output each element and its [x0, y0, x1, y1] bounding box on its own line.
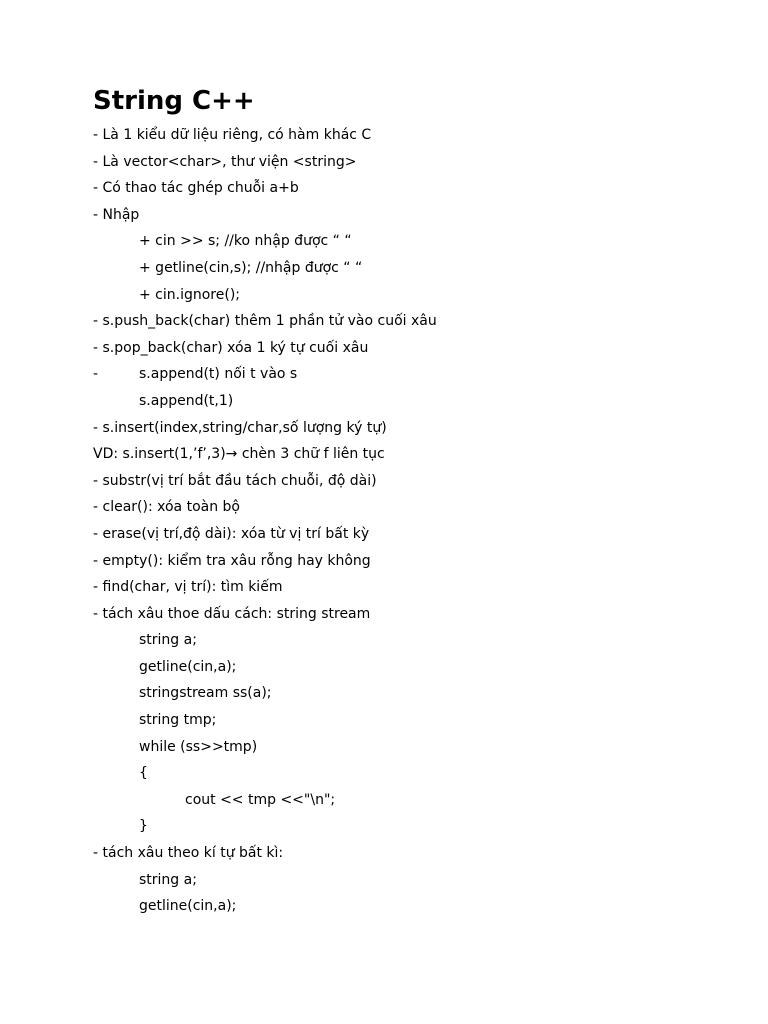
note-line-text: - clear(): xóa toàn bộ: [93, 499, 240, 516]
note-line-text: string a;: [139, 632, 197, 649]
note-line-text: string tmp;: [139, 712, 217, 729]
note-line-text: - erase(vị trí,độ dài): xóa từ vị trí bất kỳ: [93, 525, 370, 542]
note-line-text: while (ss>>tmp): [139, 738, 258, 755]
note-line-text: - tách xâu thoe dấu cách: string stream: [93, 605, 371, 622]
note-line-text: - s.pop_back(char) xóa 1 ký tự cuối xâu: [93, 339, 369, 356]
note-line-text: - Là vector<char>, thư viện <string>: [93, 153, 357, 170]
note-line-text: string a;: [139, 871, 197, 888]
note-line-text: + cin >> s; //ko nhập được “ “: [139, 233, 352, 250]
note-line-text: + cin.ignore();: [139, 286, 241, 303]
note-line-text: - empty(): kiểm tra xâu rỗng hay không: [93, 552, 371, 569]
note-line-text: - Có thao tác ghép chuỗi a+b: [93, 180, 299, 197]
note-line-text: + getline(cin,s); //nhập được “ “: [139, 259, 363, 276]
page-title: String C++: [93, 86, 255, 116]
note-line-text: - substr(vị trí bắt đầu tách chuỗi, độ dài): [93, 472, 377, 489]
note-line-text: - find(char, vị trí): tìm kiếm: [93, 579, 283, 596]
bullet-marker: -: [93, 366, 99, 383]
note-line-text: getline(cin,a);: [139, 898, 237, 915]
note-line-text: s.append(t) nối t vào s: [139, 366, 298, 383]
note-line-text: s.append(t,1): [139, 392, 234, 409]
note-line-text: - tách xâu theo kí tự bất kì:: [93, 845, 284, 862]
note-line-text: {: [139, 765, 148, 782]
note-line-text: - Nhập: [93, 206, 140, 223]
note-line-text: cout << tmp <<"\n";: [185, 791, 336, 808]
note-line-text: getline(cin,a);: [139, 658, 237, 675]
note-line-text: - s.insert(index,string/char,số lượng ký tự): [93, 419, 387, 436]
note-line-text: stringstream ss(a);: [139, 685, 272, 702]
note-line-text: }: [139, 818, 148, 835]
note-line-text: VD: s.insert(1,’f’,3)→ chèn 3 chữ f liên tục: [93, 446, 385, 463]
note-line-text: - Là 1 kiểu dữ liệu riêng, có hàm khác C: [93, 127, 372, 143]
note-line-text: - s.push_back(char) thêm 1 phần tử vào cuối xâu: [93, 313, 437, 330]
